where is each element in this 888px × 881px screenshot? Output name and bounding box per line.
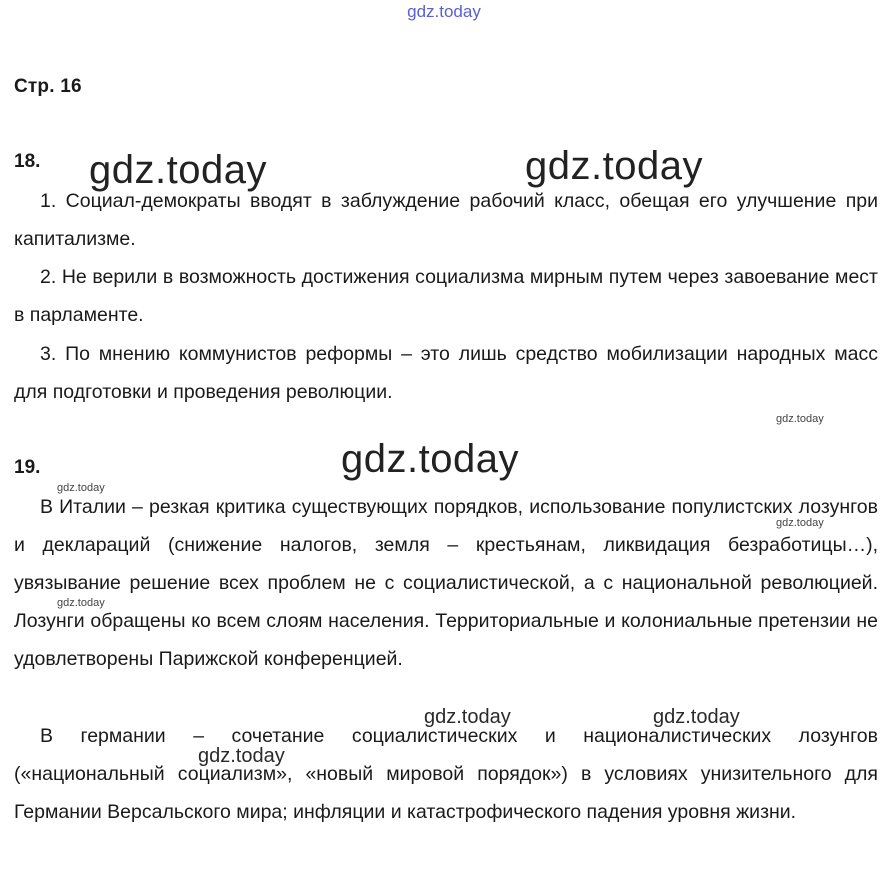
watermark: gdz.today [57, 597, 105, 609]
task-18-paragraph-1: 1. Социал-демократы вводят в заблуждение рабочий класс, обещая его улучшение при капитализме. [14, 190, 878, 250]
watermark: gdz.today [198, 745, 285, 767]
site-header-link[interactable]: gdz.today [407, 2, 481, 21]
watermark: gdz.today [653, 706, 740, 728]
task-19-paragraph-2: В германии – сочетание социалистических и националистических лозунгов («национальный социализм», «новый мировой порядок») в условиях унизительного для Германии Версальского мира; инфляции и катастрофического падения уровня жизни. [14, 725, 878, 823]
watermark: gdz.today [776, 517, 824, 529]
watermark: gdz.today [341, 437, 519, 481]
task-number-19: 19. [14, 457, 41, 478]
watermark: gdz.today [57, 482, 105, 494]
watermark: gdz.today [424, 706, 511, 728]
watermark: gdz.today [776, 413, 824, 425]
task-number-18: 18. [14, 151, 41, 172]
watermark: gdz.today [89, 148, 267, 192]
watermark: gdz.today [525, 144, 703, 188]
task-18-paragraph-2: 2. Не верили в возможность достижения социализма мирным путем через завоевание мест в парламенте. [14, 266, 878, 326]
task-18-paragraph-3: 3. По мнению коммунистов реформы – это лишь средство мобилизации народных масс для подготовки и проведения революции. [14, 343, 878, 403]
task-19-paragraph-1: В Италии – резкая критика существующих порядков, использование популистских лозунгов и деклараций (снижение налогов, земля – крестьянам, ликвидация безработицы…), увязывание решение всех проблем не с социалистической, а с национальной революцией. Лозунги обращены ко всем слоям населения. Территориальные и колониальные претензии не удовлетворены Парижской конференцией. [14, 496, 878, 670]
page-title: Стр. 16 [14, 76, 82, 97]
